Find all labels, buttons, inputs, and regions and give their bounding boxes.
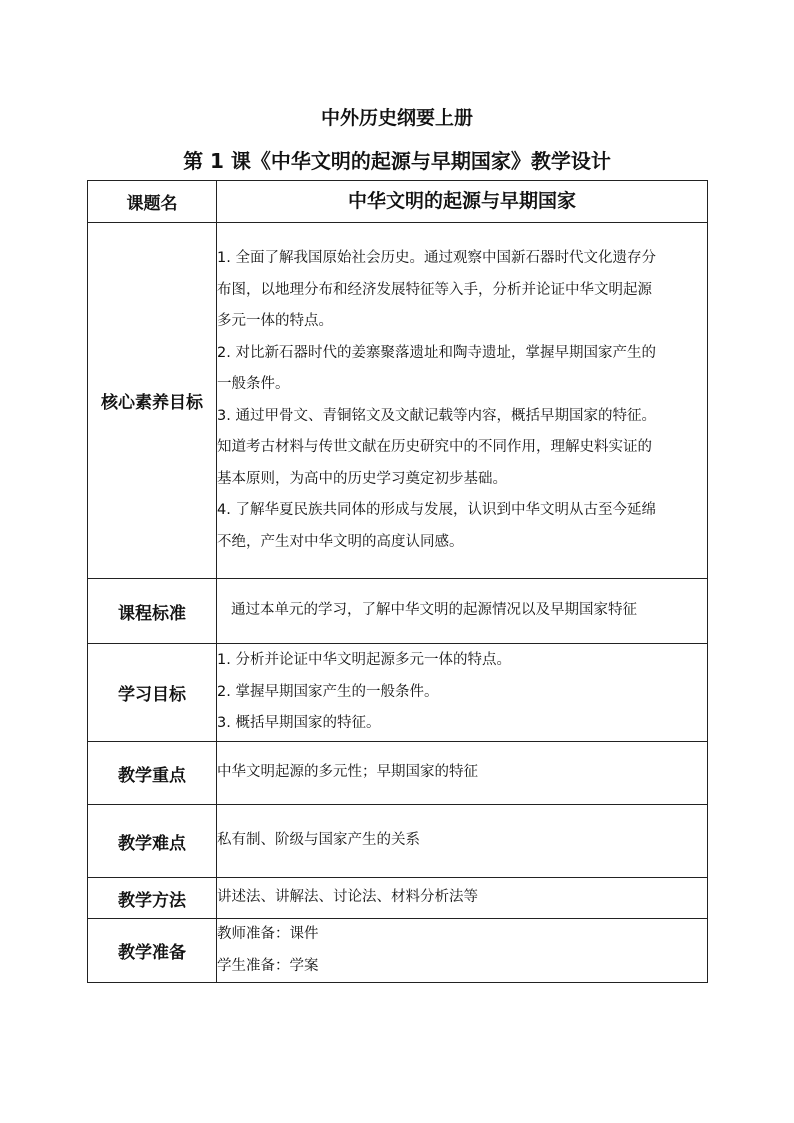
curriculum-label: 课程标准 — [88, 579, 217, 644]
core-goals-label: 核心素养目标 — [88, 223, 217, 579]
key-points-label: 教学重点 — [88, 742, 217, 805]
core-goals-line: 3. 通过甲骨文、青铜铭文及文献记载等内容，概括早期国家的特征。 — [217, 407, 656, 424]
core-goals-line: 知道考古材料与传世文献在历史研究中的不同作用，理解史料实证的 — [217, 439, 652, 455]
key-points-value: 中华文明起源的多元性；早期国家的特征 — [217, 742, 708, 805]
topic-value: 中华文明的起源与早期国家 — [217, 181, 708, 223]
preparation-line: 教师准备：课件 — [217, 926, 319, 942]
topic-label: 课题名 — [88, 181, 217, 223]
table-row-topic — [88, 181, 708, 223]
preparation-content — [217, 919, 708, 983]
core-goals-line: 布图，以地理分布和经济发展特征等入手，分析并论证中华文明起源 — [217, 281, 652, 298]
difficulties-label: 教学难点 — [88, 805, 217, 878]
learning-goals-label: 学习目标 — [88, 644, 217, 742]
core-goals-line: 基本原则，为高中的历史学习奠定初步基础。 — [217, 470, 507, 487]
table-row-difficulties — [88, 805, 708, 878]
preparation-label: 教学准备 — [88, 919, 217, 983]
methods-value: 讲述法、讲解法、讨论法、材料分析法等 — [217, 878, 708, 919]
lesson-title: 第 1 课《中华文明的起源与早期国家》教学设计 — [183, 149, 611, 173]
learning-goals-line: 2. 掌握早期国家产生的一般条件。 — [217, 683, 439, 700]
core-goals-line: 多元一体的特点。 — [217, 313, 333, 329]
table-row-curriculum — [88, 579, 708, 644]
lesson-plan-table — [87, 180, 708, 983]
table-row-preparation — [88, 919, 708, 983]
preparation-line: 学生准备：学案 — [217, 957, 319, 974]
core-goals-line: 2. 对比新石器时代的姜寨聚落遗址和陶寺遗址，掌握早期国家产生的 — [217, 344, 656, 361]
table-row-key-points — [88, 742, 708, 805]
core-goals-line: 1. 全面了解我国原始社会历史。通过观察中国新石器时代文化遗存分 — [217, 250, 656, 266]
table-row-learning-goals — [88, 644, 708, 742]
core-goals-line: 一般条件。 — [217, 376, 290, 392]
table-row-core-goals — [88, 223, 708, 579]
curriculum-value: 通过本单元的学习，了解中华文明的起源情况以及早期国家特征 — [217, 579, 708, 644]
core-goals-line: 4. 了解华夏民族共同体的形成与发展，认识到中华文明从古至今延绵 — [217, 502, 656, 518]
core-goals-line: 不绝，产生对中华文明的高度认同感。 — [217, 533, 464, 550]
difficulties-value: 私有制、阶级与国家产生的关系 — [217, 805, 708, 878]
learning-goals-content — [217, 644, 708, 742]
book-title: 中外历史纲要上册 — [320, 107, 473, 129]
table-row-methods — [88, 878, 708, 919]
learning-goals-line: 3. 概括早期国家的特征。 — [217, 715, 381, 732]
core-goals-content — [217, 223, 708, 579]
learning-goals-line: 1. 分析并论证中华文明起源多元一体的特点。 — [217, 652, 511, 669]
methods-label: 教学方法 — [88, 878, 217, 919]
